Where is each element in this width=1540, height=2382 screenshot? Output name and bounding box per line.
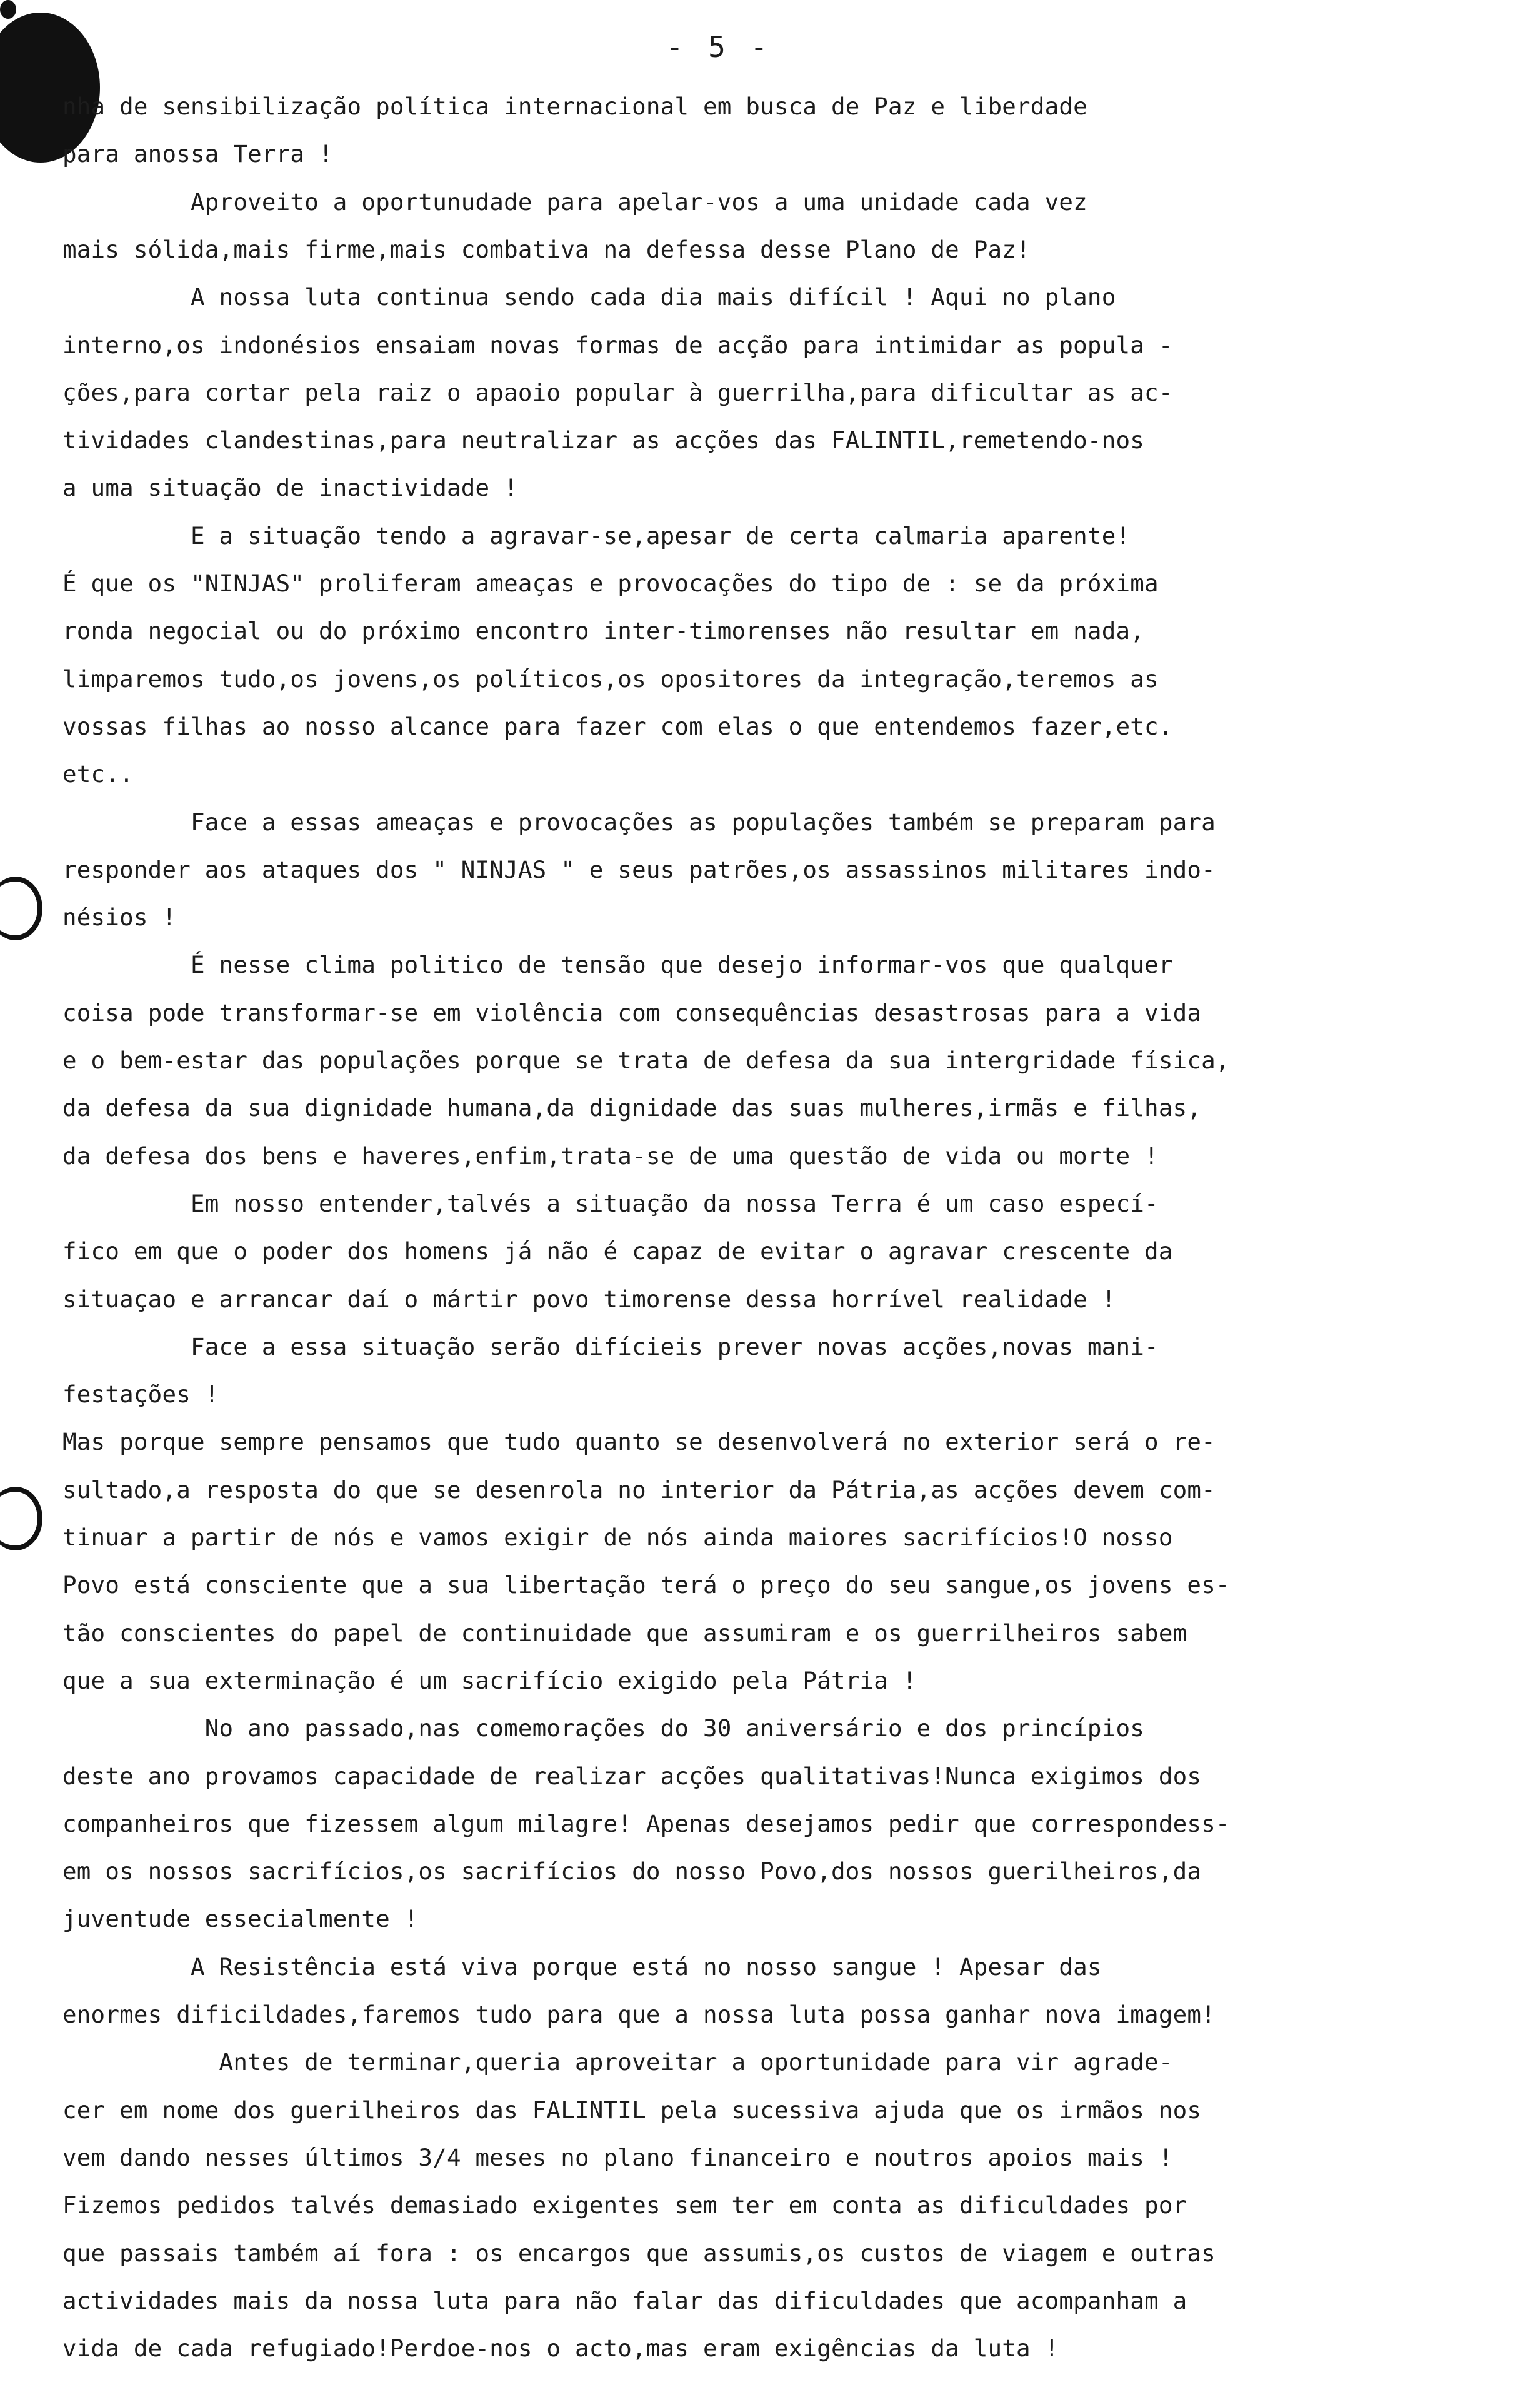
text-line: que a sua exterminação é um sacrifício exigido pela Pátria ! bbox=[62, 1666, 917, 1694]
text-line: situaçao e arrancar daí o mártir povo timorense dessa horrível realidade ! bbox=[62, 1285, 1116, 1313]
text-line: nésios ! bbox=[62, 903, 177, 932]
text-line: Em nosso entender,talvés a situação da nossa Terra é um caso especí- bbox=[62, 1189, 1159, 1217]
text-line: deste ano provamos capacidade de realizar acções qualitativas!Nunca exigimos dos bbox=[62, 1762, 1202, 1790]
text-line: Povo está consciente que a sua libertação terá o preço do seu sangue,os jovens es- bbox=[62, 1571, 1230, 1599]
text-line: E a situação tendo a agravar-se,apesar de certa calmaria aparente! bbox=[62, 521, 1131, 550]
text-line: nha de sensibilização política internacional em busca de Paz e liberdade bbox=[62, 93, 1088, 120]
text-line: vida de cada refugiado!Perdoe-nos o acto,mas eram exigências da luta ! bbox=[62, 2334, 1059, 2363]
text-line: vem dando nesses últimos 3/4 meses no plano financeiro e noutros apoios mais ! bbox=[62, 2143, 1173, 2171]
text-line: coisa pode transformar-se em violência com consequências desastrosas para a vida bbox=[62, 998, 1202, 1027]
text-line: que passais também aí fora : os encargos que assumis,os custos de viagem e outras bbox=[62, 2239, 1216, 2267]
text-line: em os nossos sacrifícios,os sacrifícios do nosso Povo,dos nossos guerilheiros,da bbox=[62, 1857, 1202, 1886]
text-line: Mas porque sempre pensamos que tudo quanto se desenvolverá no exterior será o re- bbox=[62, 1428, 1216, 1456]
text-line: Aproveito a oportunudade para apelar-vos a uma unidade cada vez bbox=[62, 188, 1088, 216]
text-line: No ano passado,nas comemorações do 30 aniversário e dos princípios bbox=[62, 1714, 1145, 1742]
text-line: interno,os indonésios ensaiam novas formas de acção para intimidar as popula - bbox=[62, 331, 1173, 359]
text-line: cer em nome dos guerilheiros das FALINTIL pela sucessiva ajuda que os irmãos nos bbox=[62, 2096, 1202, 2124]
page-number: - 5 - bbox=[666, 30, 772, 64]
text-line: juventude essecialmente ! bbox=[62, 1905, 419, 1933]
text-line: actividades mais da nossa luta para não falar das dificuldades que acompanham a bbox=[62, 2286, 1188, 2314]
text-line: a uma situação de inactividade ! bbox=[62, 474, 518, 502]
text-line: ções,para cortar pela raiz o apaoio popular à guerrilha,para dificultar as ac- bbox=[62, 378, 1173, 406]
binder-hole-bottom bbox=[0, 1487, 42, 1550]
text-line: A Resistência está viva porque está no nosso sangue ! Apesar das bbox=[62, 1952, 1102, 1981]
text-line: Face a essa situação serão difícieis prever novas acções,novas mani- bbox=[62, 1332, 1159, 1360]
text-line: fico em que o poder dos homens já não é capaz de evitar o agravar crescente da bbox=[62, 1237, 1173, 1265]
text-line: sultado,a resposta do que se desenrola no interior da Pátria,as acções devem com- bbox=[62, 1475, 1216, 1504]
text-line: É que os "NINJAS" proliferam ameaças e provocações do tipo de : se da próxima bbox=[62, 570, 1159, 597]
ink-smudge-mark bbox=[0, 0, 16, 19]
text-line: tinuar a partir de nós e vamos exigir de nós ainda maiores sacrifícios!O nosso bbox=[62, 1524, 1173, 1551]
text-line: tão conscientes do papel de continuidade que assumiram e os guerrilheiros sabem bbox=[62, 1619, 1188, 1647]
text-line: A nossa luta continua sendo cada dia mais difícil ! Aqui no plano bbox=[62, 283, 1116, 311]
text-line: tividades clandestinas,para neutralizar as acções das FALINTIL,remetendo-nos bbox=[62, 426, 1145, 455]
text-line: para anossa Terra ! bbox=[62, 140, 333, 168]
text-line: etc.. bbox=[62, 760, 134, 788]
text-line: ronda negocial ou do próximo encontro inter-timorenses não resultar em nada, bbox=[62, 617, 1145, 645]
text-line: companheiros que fizessem algum milagre! Apenas desejamos pedir que correspondess- bbox=[62, 1809, 1230, 1837]
text-line: É nesse clima politico de tensão que desejo informar-vos que qualquer bbox=[62, 951, 1173, 979]
text-line: Antes de terminar,queria aproveitar a oportunidade para vir agrade- bbox=[62, 2048, 1173, 2076]
text-line: mais sólida,mais firme,mais combativa na defessa desse Plano de Paz! bbox=[62, 235, 1031, 263]
text-line: da defesa da sua dignidade humana,da dignidade das suas mulheres,irmãs e filhas, bbox=[62, 1094, 1202, 1122]
text-line: limparemos tudo,os jovens,os políticos,os opositores da integração,teremos as bbox=[62, 665, 1159, 693]
text-line: da defesa dos bens e haveres,enfim,trata-se de uma questão de vida ou morte ! bbox=[62, 1142, 1159, 1170]
text-line: responder aos ataques dos " NINJAS " e seus patrões,os assassinos militares indo- bbox=[62, 855, 1216, 883]
text-line: e o bem-estar das populações porque se trata de defesa da sua intergridade física, bbox=[62, 1047, 1230, 1074]
text-line: festações ! bbox=[62, 1380, 219, 1409]
text-line: enormes dificildades,faremos tudo para que a nossa luta possa ganhar nova imagem! bbox=[62, 2001, 1216, 2028]
text-line: Face a essas ameaças e provocações as populações também se preparam para bbox=[62, 808, 1216, 836]
text-line: vossas filhas ao nosso alcance para fazer com elas o que entendemos fazer,etc. bbox=[62, 712, 1173, 740]
text-line: Fizemos pedidos talvés demasiado exigentes sem ter em conta as dificuldades por bbox=[62, 2191, 1188, 2219]
binder-hole-top bbox=[0, 877, 42, 940]
